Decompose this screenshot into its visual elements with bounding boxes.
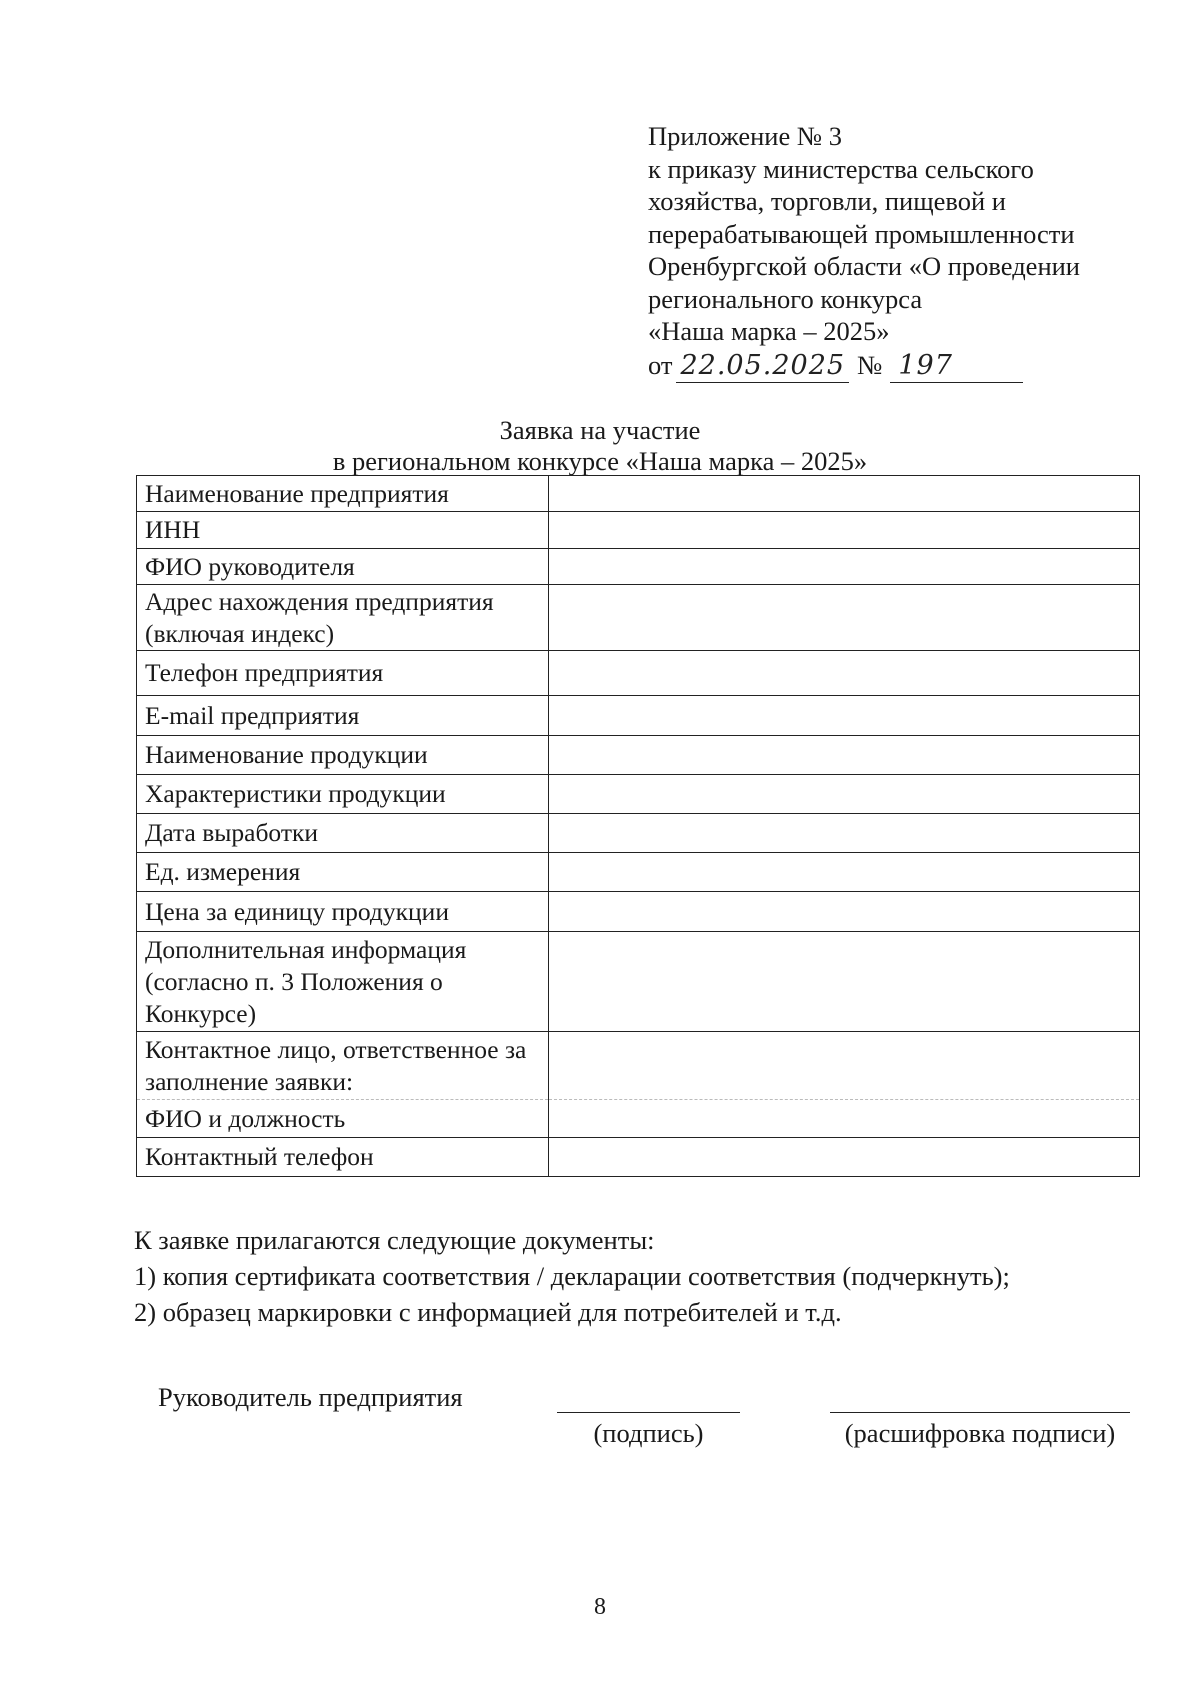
row-label: Дополнительная информация (согласно п. 3 Положения о Конкурсе) bbox=[137, 932, 549, 1032]
row-value-cell[interactable] bbox=[549, 932, 1140, 1032]
row-label: Наименование предприятия bbox=[137, 476, 549, 512]
handwritten-number: 197 bbox=[890, 350, 1023, 384]
table-row bbox=[137, 814, 1140, 853]
row-value-cell[interactable] bbox=[549, 512, 1140, 549]
row-label: Цена за единицу продукции bbox=[137, 892, 549, 932]
attachments-section bbox=[134, 1222, 1010, 1330]
table-row bbox=[137, 696, 1140, 736]
row-label: ФИО руководителя bbox=[137, 549, 549, 585]
order-date-line bbox=[648, 348, 1148, 382]
attachment-item: 1) копия сертификата соответствия / декларации соответствия (подчеркнуть); bbox=[134, 1261, 1010, 1291]
row-label: Наименование продукции bbox=[137, 736, 549, 775]
table-row bbox=[137, 549, 1140, 585]
table-row bbox=[137, 585, 1140, 651]
date-prefix: от bbox=[648, 349, 673, 380]
row-value-cell[interactable] bbox=[549, 853, 1140, 892]
row-label: Ед. измерения bbox=[137, 853, 549, 892]
row-value-cell[interactable] bbox=[549, 549, 1140, 585]
signature-decode-caption: (расшифровка подписи) bbox=[844, 1418, 1116, 1448]
table-row bbox=[137, 651, 1140, 696]
row-label: Телефон предприятия bbox=[137, 651, 549, 696]
table-row bbox=[137, 775, 1140, 814]
row-value-cell[interactable] bbox=[549, 775, 1140, 814]
table-row bbox=[137, 1100, 1140, 1138]
table-row bbox=[137, 1032, 1140, 1100]
appendix-line: регионального конкурса bbox=[648, 283, 923, 314]
table-row bbox=[137, 476, 1140, 512]
row-label: Характеристики продукции bbox=[137, 775, 549, 814]
row-label: ФИО и должность bbox=[137, 1100, 549, 1138]
attachments-intro: К заявке прилагаются следующие документы: bbox=[134, 1225, 655, 1255]
row-label: Дата выработки bbox=[137, 814, 549, 853]
row-value-cell[interactable] bbox=[549, 696, 1140, 736]
handwritten-date: 22.05.2025 bbox=[676, 350, 849, 384]
row-value-cell[interactable] bbox=[549, 736, 1140, 775]
row-label: Контактный телефон bbox=[137, 1138, 549, 1177]
application-table bbox=[136, 475, 1140, 1177]
appendix-line: «Наша марка – 2025» bbox=[648, 316, 890, 346]
form-title-line1: Заявка на участие bbox=[499, 415, 701, 445]
signature-caption: (подпись) bbox=[593, 1418, 704, 1448]
table-row bbox=[137, 512, 1140, 549]
table-row bbox=[137, 853, 1140, 892]
appendix-line: Оренбургской области «О проведении bbox=[648, 251, 1080, 281]
appendix-line: хозяйства, торговли, пищевой и bbox=[648, 186, 1006, 216]
row-label: Контактное лицо, ответственное за заполнение заявки: bbox=[137, 1032, 549, 1100]
row-value-cell[interactable] bbox=[549, 1138, 1140, 1177]
row-value-cell[interactable] bbox=[549, 476, 1140, 512]
appendix-line: перерабатывающей промышленности bbox=[648, 218, 1075, 249]
row-value-cell[interactable] bbox=[549, 814, 1140, 853]
table-row bbox=[137, 736, 1140, 775]
table-row bbox=[137, 932, 1140, 1032]
signature-label: Руководитель предприятия bbox=[158, 1382, 463, 1412]
table-row bbox=[137, 892, 1140, 932]
row-value-cell[interactable] bbox=[549, 1032, 1140, 1100]
row-value-cell[interactable] bbox=[549, 892, 1140, 932]
signature-decode-line[interactable] bbox=[830, 1412, 1130, 1413]
row-value-cell[interactable] bbox=[549, 1100, 1140, 1138]
signature-line[interactable] bbox=[557, 1412, 740, 1413]
number-label: № bbox=[857, 349, 883, 380]
appendix-line: Приложение № 3 bbox=[648, 121, 843, 151]
appendix-line: к приказу министерства сельского bbox=[648, 153, 1034, 184]
row-label: Адрес нахождения предприятия (включая индекс) bbox=[137, 585, 549, 651]
row-value-cell[interactable] bbox=[549, 651, 1140, 696]
row-label: E-mail предприятия bbox=[137, 696, 549, 736]
attachment-item: 2) образец маркировки с информацией для потребителей и т.д. bbox=[134, 1297, 842, 1327]
row-value-cell[interactable] bbox=[549, 585, 1140, 651]
form-title-line2: в региональном конкурсе «Наша марка – 2025» bbox=[332, 446, 868, 476]
table-row bbox=[137, 1138, 1140, 1177]
row-label: ИНН bbox=[137, 512, 549, 549]
page-number: 8 bbox=[594, 1594, 606, 1620]
appendix-header bbox=[648, 120, 1148, 381]
